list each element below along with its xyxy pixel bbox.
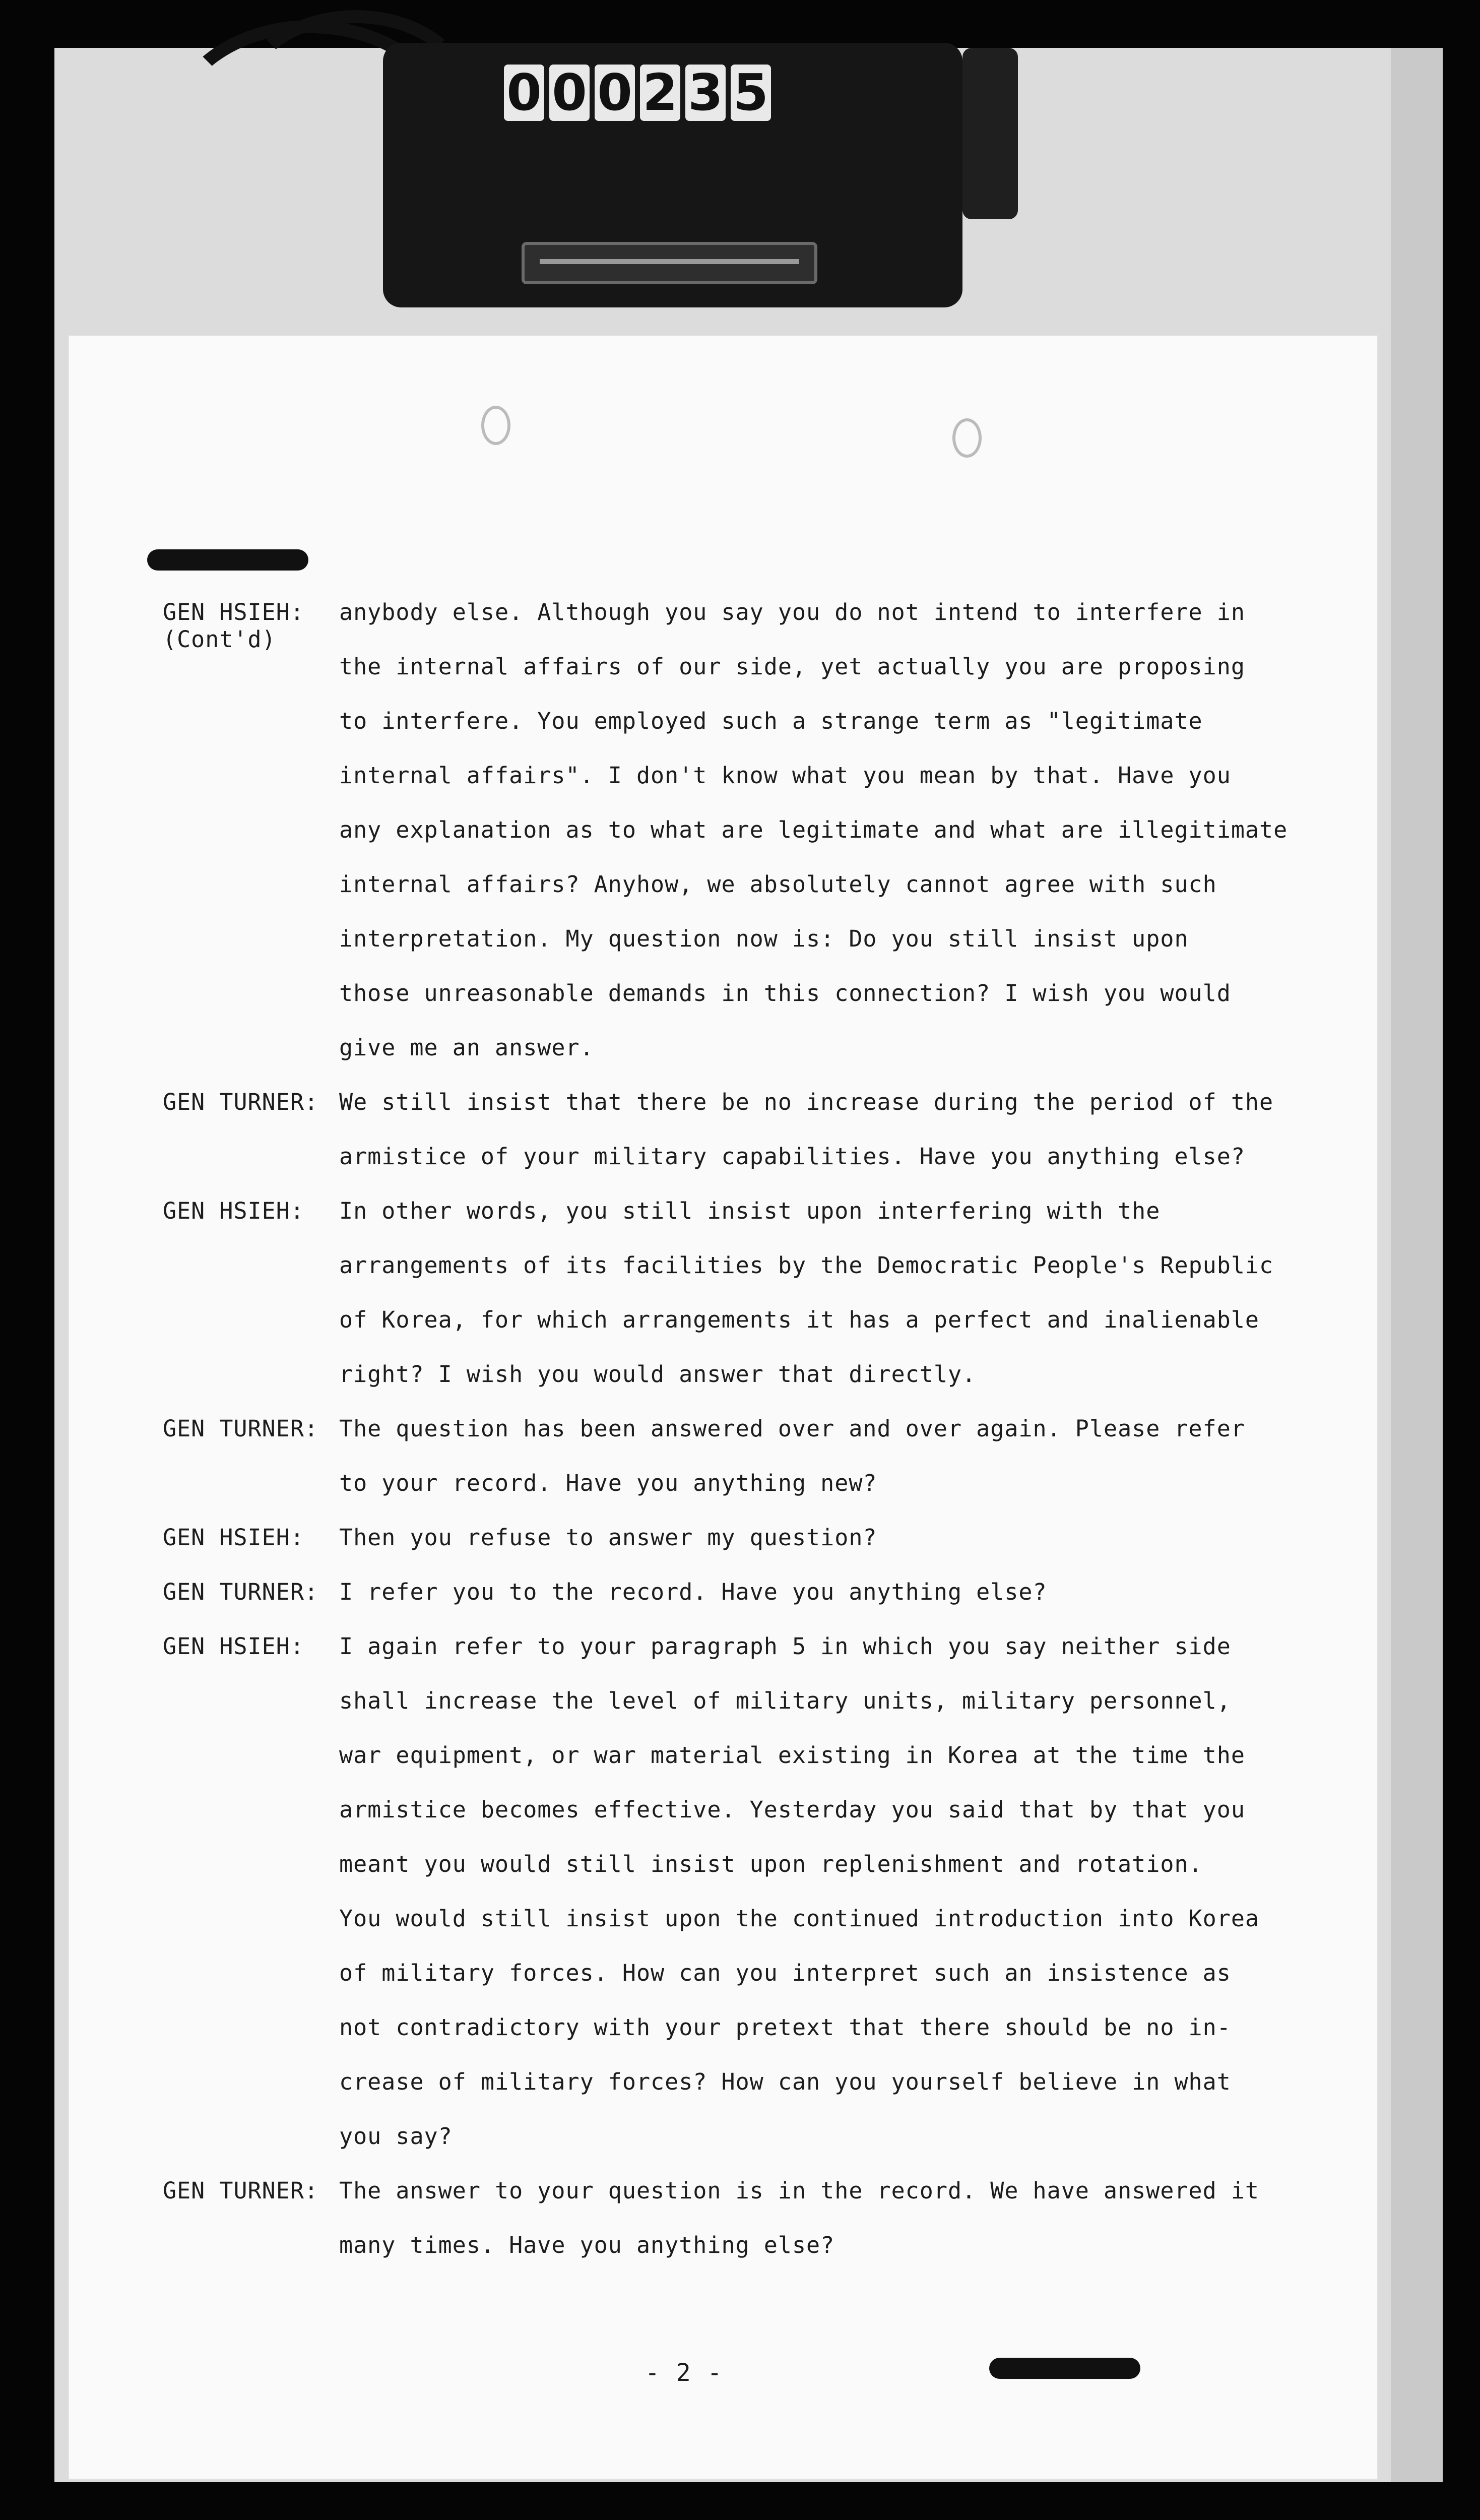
speaker-label — [163, 595, 339, 653]
speech-line: war equipment, or war material existing in Korea at the time the — [339, 1742, 1245, 1769]
speech-line: to interfere. You employed such a strange term as "legitimate — [339, 708, 1203, 734]
speech-line: anybody else. Although you say you do not intend to interfere in — [339, 599, 1245, 625]
speech-text — [339, 595, 1307, 1085]
transcript-entry — [163, 2173, 1382, 2282]
speech-line: many times. Have you anything else? — [339, 2232, 835, 2258]
speech-line: I refer you to the record. Have you anything else? — [339, 1579, 1047, 1605]
punch-hole — [952, 418, 982, 458]
classification-redaction — [989, 2358, 1140, 2379]
speech-text — [339, 1520, 1307, 1574]
speech-line: give me an answer. — [339, 1034, 594, 1061]
speech-line: In other words, you still insist upon interfering with the — [339, 1198, 1161, 1224]
speaker-name: GEN TURNER: — [163, 1579, 319, 1605]
speech-text — [339, 1085, 1307, 1193]
counter-digit: 3 — [685, 65, 726, 121]
speaker-name: GEN TURNER: — [163, 1415, 319, 1442]
speaker-label — [163, 1520, 339, 1551]
speaker-name: GEN HSIEH: — [163, 1524, 304, 1551]
speaker-label — [163, 1411, 339, 1442]
transcript-entry — [163, 1411, 1382, 1520]
transcript-entry — [163, 1085, 1382, 1193]
speech-line: interpretation. My question now is: Do you still insist upon — [339, 925, 1189, 952]
speech-line: those unreasonable demands in this connection? I wish you would — [339, 980, 1231, 1006]
speech-line: I again refer to your paragraph 5 in which you say neither side — [339, 1633, 1231, 1660]
speech-line: internal affairs". I don't know what you mean by that. Have you — [339, 762, 1231, 789]
speech-text — [339, 2173, 1307, 2282]
speech-line: arrangements of its facilities by the Democratic People's Republic — [339, 1252, 1274, 1279]
speech-line: to your record. Have you anything new? — [339, 1470, 877, 1496]
speech-text — [339, 1411, 1307, 1520]
speech-line: the internal affairs of our side, yet actually you are proposing — [339, 653, 1245, 680]
speaker-name: GEN HSIEH: — [163, 599, 304, 625]
speaker-name: GEN HSIEH: — [163, 1633, 304, 1660]
speech-line: any explanation as to what are legitimate and what are illegitimate — [339, 816, 1288, 843]
speaker-label — [163, 1629, 339, 1660]
speech-line: shall increase the level of military units, military personnel, — [339, 1687, 1231, 1714]
speech-line: crease of military forces? How can you yourself believe in what — [339, 2068, 1231, 2095]
speech-line: You would still insist upon the continued introduction into Korea — [339, 1905, 1259, 1932]
transcript-entry — [163, 595, 1382, 1085]
counter-digit: 5 — [731, 65, 771, 121]
speaker-continued-note: (Cont'd) — [163, 626, 276, 653]
counter-digit: 0 — [549, 65, 590, 121]
counter-digit: 0 — [595, 65, 635, 121]
speech-line: armistice becomes effective. Yesterday you said that by that you — [339, 1796, 1245, 1823]
classification-redaction — [147, 549, 308, 571]
speech-line: you say? — [339, 2123, 453, 2150]
counter-digit: 2 — [640, 65, 680, 121]
speaker-label — [163, 1193, 339, 1225]
transcript-entry — [163, 1574, 1382, 1629]
speech-line: not contradictory with your pretext that there should be no in- — [339, 2014, 1231, 2041]
speech-line: armistice of your military capabilities. Have you anything else? — [339, 1143, 1245, 1170]
counter-digits — [504, 65, 771, 121]
speaker-name: GEN TURNER: — [163, 1089, 319, 1115]
counter-knob — [962, 48, 1018, 219]
speaker-label — [163, 2173, 339, 2204]
backing-board-edge — [1391, 48, 1443, 2482]
punch-hole — [481, 406, 510, 445]
speech-text — [339, 1629, 1307, 2173]
page-number: - 2 - — [645, 2359, 723, 2387]
speech-line: of Korea, for which arrangements it has a perfect and inalienable — [339, 1306, 1259, 1333]
transcript-entry — [163, 1193, 1382, 1411]
speaker-label — [163, 1574, 339, 1606]
transcript-entry — [163, 1629, 1382, 2173]
speech-line: internal affairs? Anyhow, we absolutely cannot agree with such — [339, 871, 1217, 898]
counter-digit: 0 — [504, 65, 544, 121]
speech-line: The answer to your question is in the record. We have answered it — [339, 2177, 1259, 2204]
speaker-name: GEN HSIEH: — [163, 1198, 304, 1224]
speech-line: right? I wish you would answer that directly. — [339, 1361, 977, 1388]
transcript-entry — [163, 1520, 1382, 1574]
speaker-name: GEN TURNER: — [163, 2177, 319, 2204]
speaker-label — [163, 1085, 339, 1116]
speech-line: The question has been answered over and over again. Please refer — [339, 1415, 1245, 1442]
transcript — [163, 595, 1382, 2282]
speech-line: Then you refuse to answer my question? — [339, 1524, 877, 1551]
speech-text — [339, 1193, 1307, 1411]
speech-text — [339, 1574, 1307, 1629]
speech-line: of military forces. How can you interpret such an insistence as — [339, 1960, 1231, 1986]
counter-slot — [522, 242, 817, 284]
speech-line: We still insist that there be no increase during the period of the — [339, 1089, 1274, 1115]
speech-line: meant you would still insist upon replenishment and rotation. — [339, 1851, 1203, 1877]
